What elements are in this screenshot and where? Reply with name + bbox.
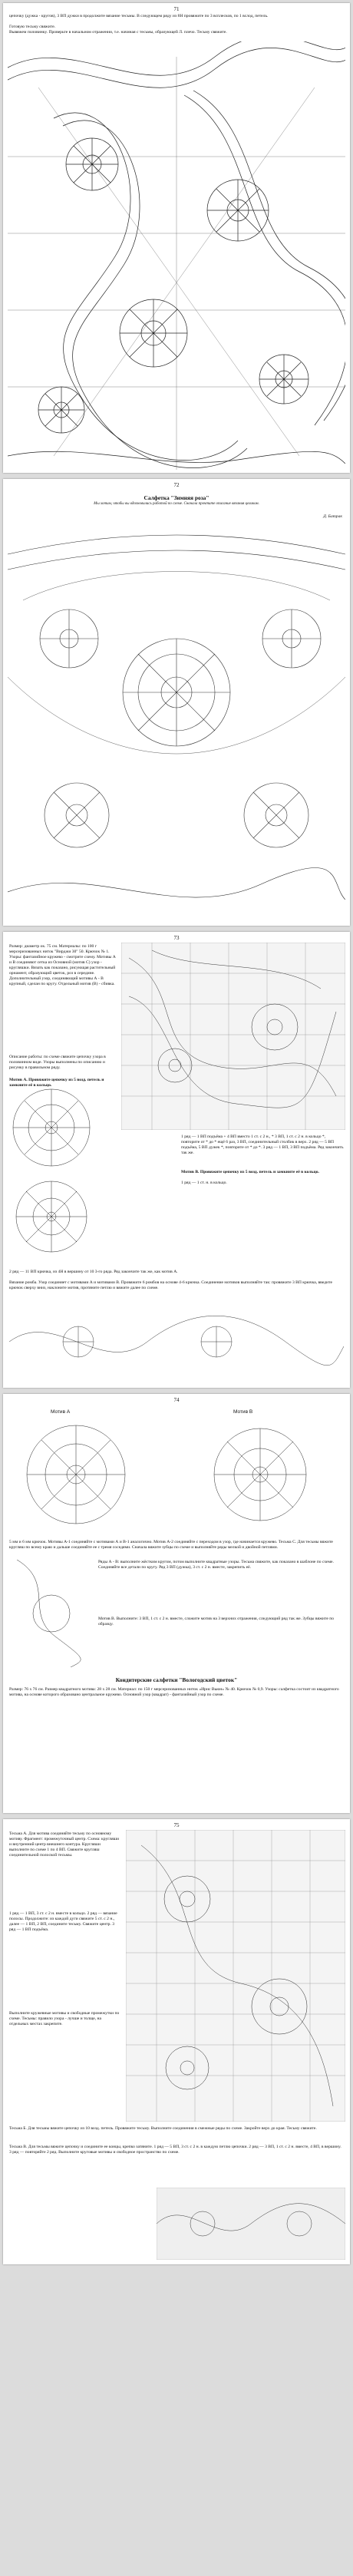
paragraph: Вывяжем половинку. Проверьте в начальном отражении, т.е. начиная с тесьмы, образующей Л. плечо. Тесьму свяжите. — [9, 30, 227, 35]
page-74 — [3, 1394, 350, 1813]
lace-flower — [40, 609, 98, 668]
paragraph: Ряды А - В: выполните жёстким кругом, потом выполните квадратные узоры. Тесьма свяжите, как показано в шаблоне по схеме. Соединяйте все детали по кругу. Ряд 3 ВП (дужка), 3 ст. с 2 н. вместе, закрепить её. — [98, 1560, 334, 1570]
paragraph: Тесьма В. Для тесьмы вяжите цепочку и соедините ее концы, крепко затяните. 1 ряд — 5 ВП, 3 ст. с 2 н. в каждую петлю цепочки. 2 ряд — 3 ВП, 1 ст. с 2 н. вместе, 4 ВП, в вершину. 3 ряд — повторяйте 2 ряд. Выполните круговые мотивы и свободное пространство по схеме. — [9, 2145, 341, 2155]
paragraph: Выполните кружевные мотивы и свободные промежутки по схеме. Тесьмы: правило узора - лучше и толще, на отдельных местах закрепите. — [9, 2011, 120, 2026]
paragraph: Мотив А. Провяжите цепочку из 5 возд. петель и замкните её в кольцо. — [9, 1078, 104, 1088]
paragraph: Мотив В. Провяжите цепочку из 5 возд. петель и замкните её в кольцо. — [181, 1170, 319, 1174]
motif-a-chart — [9, 1085, 94, 1170]
crochet-chart — [121, 943, 345, 1130]
paragraph: 1 ряд — 1 ст. н. в кольцо. — [181, 1181, 227, 1185]
page-title: Салфетка "Зимняя роза" — [144, 494, 209, 501]
subtitle: Мы хотим, чтобы вы вдохновились работой по схеме. Сначала прочтите описание вязания целиком. — [94, 502, 259, 506]
paragraph: Описание работы: по схеме свяжите цепочку узора в половинном виде. Узоры выполнены по описанию и рисунку в правильном ряду. — [9, 1055, 106, 1070]
lace-doily-photo — [8, 523, 345, 923]
author: Д. Батрак — [323, 514, 342, 519]
paragraph: 1 ряд — 1 ВП подъёма + 4 ВП вместо 1 ст. с 2 н., * 3 ВП, 1 ст. с 2 н. в кольцо *, повторите от * до * ещё 6 раз, 3 ВП, соединительный столбик в верх. 2 ряд — 5 ВП подъёма, 5 ВП дужек *, повторите от * до *. 3 ряд — 1 ВП, 3 ВП подъёма. Ряд закончить так же. — [181, 1134, 344, 1155]
paragraph: 2 ряд — 11 ВП крючка, из 4Н в вершину от 10 3-го ряда. Ряд закончите так же, как мотив А. — [9, 1270, 178, 1274]
lace-flower — [207, 180, 269, 241]
paragraph: Тесьма А. Для мотива соединяйте тесьму по основному мотиву. Фрагмент: промежуточный центр. Схема: кругляши и внутренний центр внешнего контура. Кругляши выполните по схеме 1 по 4 ВП. Свяжите кругляш соединительной полоской тесьмы. — [9, 1831, 119, 1858]
page-number: 71 — [173, 6, 180, 12]
lace-flower — [120, 299, 187, 367]
specs-text: Размер: диаметр ок. 75 см. Материалы: по 100 г мерсеризованных ниток "Вирджи 30" 50. Крючок № 1. Узоры: фантазийное кружево - смотрите схему. Мотивы А и В соединяют сетка из Основной (мотив С) узор - кругляшки. Вязать как показано, рисующая растительный орнамент, образующий цветок, роз в середине. Дополнительный узор, соединяющий мотивы А - В крупный, сделан по кругу. Отдельный мотив (В) - сбивка. — [9, 944, 116, 986]
lace-flower — [123, 639, 230, 746]
paragraph: Мотив В. Выполните: 3 ВП, 1 ст. с 2 н. вместе, сложите мотив на 3 верхних отражения, следующий ряд так же. Зубцы вяжите по образцу. — [98, 1617, 335, 1627]
page-number: 72 — [173, 482, 180, 488]
specs-text: Размер: 76 х 76 см. Размер квадратного мотива: 28 х 28 см. Материал: по 150 г мерсеризованных ниток «Ирис Вьюн» № 40. Крючок № 0,9. Узоры: салфетка состоит из квадратного мотива, на основе которого образовано центральное кружево. Основной узор (квадрат) - фантазийный узор по схеме. — [9, 1687, 339, 1697]
page-73 — [3, 932, 350, 1388]
lace-flower — [66, 138, 118, 190]
lace-flower — [244, 783, 308, 847]
page-71 — [3, 3, 350, 473]
paragraph: 5 мм и 6 мм крючок. Мотивы А-1 соединяйте с мотивами А и В-1 аналогично. Мотив А-2 соединяйте с переходом в узор, где начинается кружево. Тесьма С. Для тесьмы вяжите кругляш по всему краю и дальше соединяйте ее с тремя соседями. Сначала вяжите зубцы по схеме и выполняйте ряды мелкой и двойной петлями. — [9, 1540, 333, 1550]
lace-flower — [259, 355, 308, 404]
lace-swatch-photo — [157, 2188, 345, 2260]
lace-flower — [262, 609, 321, 668]
motif-label: Мотив А — [51, 1409, 71, 1415]
motif-a-chart — [18, 1417, 134, 1532]
lace-strip-diagram — [9, 1300, 344, 1383]
page-72 — [3, 479, 350, 926]
lace-flower — [38, 387, 84, 433]
paragraph: цепочку (дужка - кругов), 3 ВП дужки в продолжите вязание тесьмы. В следующем ряду из 8Н провяжите по 3 всплесков, по 1 вслод, петель. — [9, 14, 269, 18]
paragraph: Вязание ромба. Узор соединяет с мотивами А и мотивами В. Провяжите 6 ромбов на основе 4-6 крючка. Соединение мотивов выполняйте так: провяжите 3 ВП крючка, введите крючок сверху вниз, наклоните мотив, протяните петлю и вяжите далее по схеме. — [9, 1280, 332, 1290]
page-number: 73 — [173, 935, 180, 941]
paragraph: Тесьма Б. Для тесьмы вяжите цепочку из 10 возд. петель. Провяжите тесьму. Выполните соединения в смежные ряды по схеме. Закройте верх до края. Тесьму свяжите. — [9, 2126, 317, 2131]
motif-b-chart — [9, 1174, 94, 1259]
page-number: 75 — [173, 1822, 180, 1828]
paragraph: Готовую тесьму свяжите. — [9, 25, 56, 29]
lace-pattern-diagram — [8, 41, 345, 470]
crochet-chart — [126, 1830, 345, 2122]
page-75 — [3, 1819, 350, 2264]
lace-flower — [45, 783, 109, 847]
paragraph: 1 ряд — 1 ВП, 3 ст. с 2 н. вместе в кольцо. 2 ряд — вязание полосы. Продолжите: из каждой дуги свяжите 5 ст. с 2 н., далее — 1 ВП, 2 ВП, соедините тесьму. Свяжите центр. 3 ряд — 1 ВП подъёма. — [9, 1911, 117, 1932]
section-title: Кондитерские салфетки "Вологодский цветок" — [115, 1676, 238, 1683]
page-number: 74 — [173, 1397, 180, 1403]
motif-label: Мотив В — [233, 1409, 253, 1415]
strip-chart — [9, 1560, 94, 1667]
motif-b-chart — [203, 1417, 318, 1532]
